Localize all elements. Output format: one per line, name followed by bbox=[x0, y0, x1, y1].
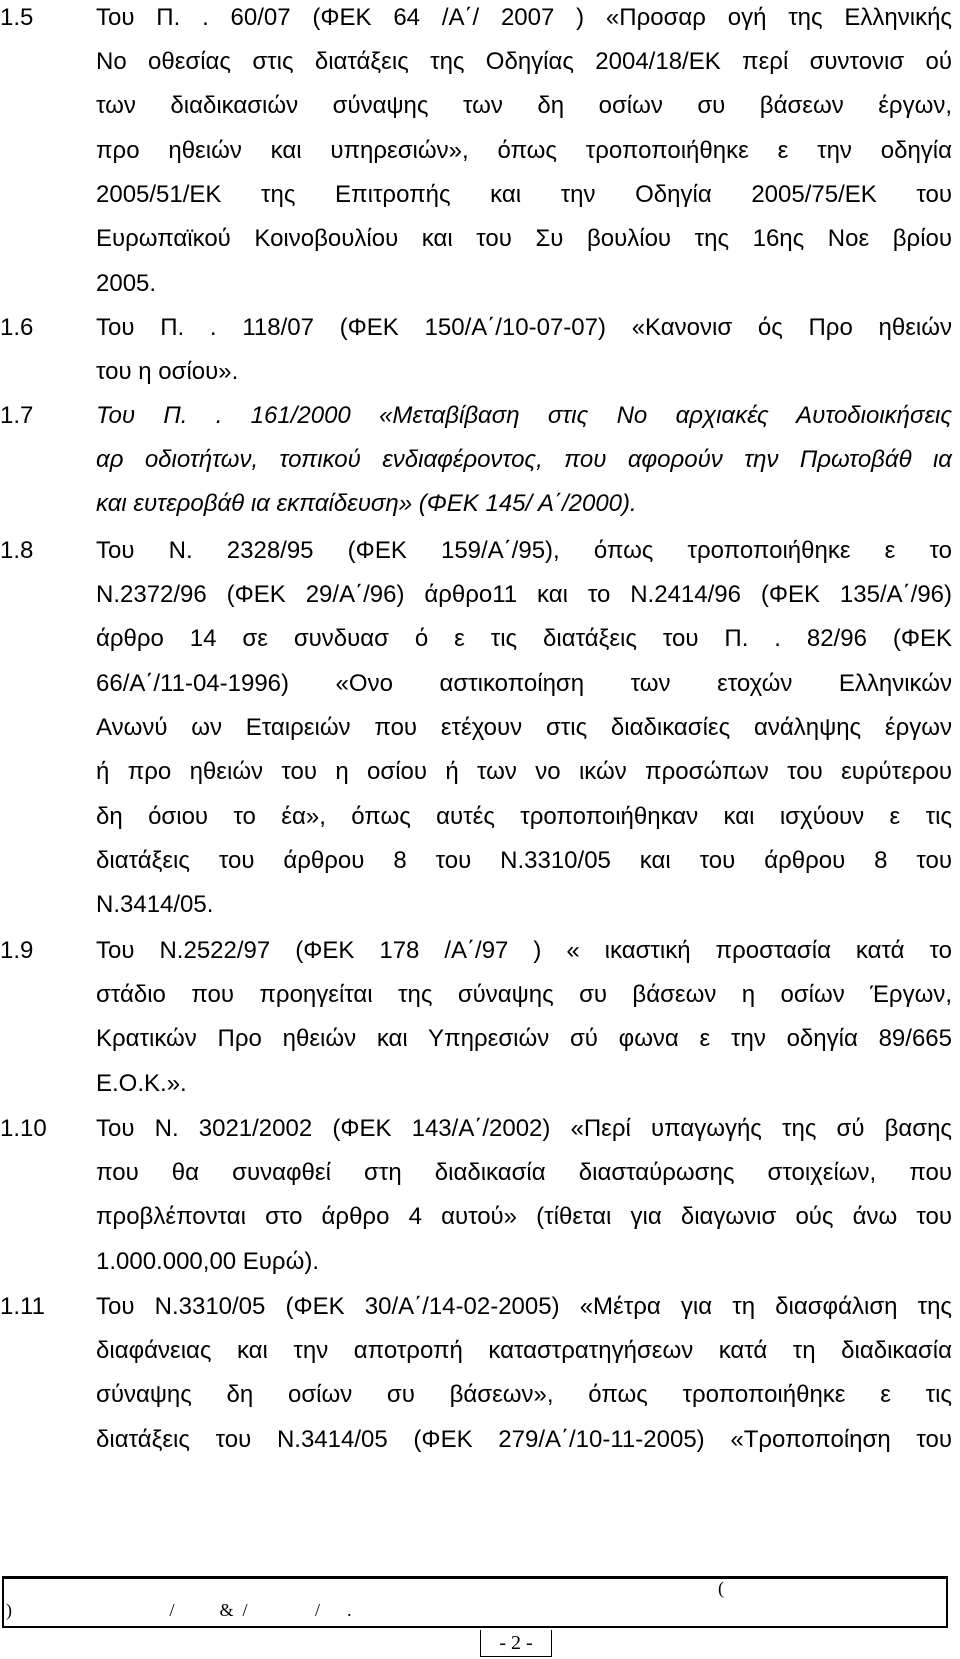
text-line: Του Π. . 60/07 (ΦΕΚ 64 /Α΄/ 2007 ) «Προσαρ ογή της Ελληνικής bbox=[96, 4, 952, 31]
text-line: και ευτεροβάθ ια εκπαίδευση» (ΦΕΚ 145/ Α΄/2000). bbox=[96, 490, 637, 517]
text-line: ή προ ηθειών του η οσίου ή των νο ικών προσώπων του ευρύτερου bbox=[96, 758, 952, 785]
text-line: Ευρωπαϊκού Κοινοβουλίου και του Συ βουλίου της 16ης Νοε βρίου bbox=[96, 225, 952, 252]
footer-divider bbox=[4, 1578, 946, 1579]
text-line: Του Π. . 118/07 (ΦΕΚ 150/Α΄/10-07-07) «Κανονισ ός Προ ηθειών bbox=[96, 314, 952, 341]
text-line: Νο οθεσίας στις διατάξεις της Οδηγίας 2004/18/ΕΚ περί συντονισ ού bbox=[96, 48, 952, 75]
text-line: προ ηθειών και υπηρεσιών», όπως τροποποιήθηκε ε την οδηγία bbox=[96, 137, 952, 164]
text-line: αρ οδιοτήτων, τοπικού ενδιαφέροντος, που αφορούν την Πρωτοβάθ ια bbox=[96, 446, 952, 473]
text-line: Του Ν.3310/05 (ΦΕΚ 30/Α΄/14-02-2005) «Μέτρα για τη διασφάλιση της bbox=[96, 1293, 952, 1320]
text-line: Του Ν. 3021/2002 (ΦΕΚ 143/Α΄/2002) «Περί υπαγωγής της σύ βασης bbox=[96, 1115, 952, 1142]
page-number: - 2 - bbox=[480, 1630, 552, 1657]
text-line: 1.000.000,00 Ευρώ). bbox=[96, 1248, 319, 1275]
text-line: Ανωνύ ων Εταιρειών που ετέχουν στις διαδικασίες ανάληψης έργων bbox=[96, 714, 952, 741]
text-line: Κρατικών Προ ηθειών και Υπηρεσιών σύ φωνα ε την οδηγία 89/665 bbox=[96, 1025, 952, 1052]
item-number: 1.7 bbox=[0, 402, 34, 429]
text-line: στάδιο που προηγείται της σύναψης συ βάσεων η οσίων Έργων, bbox=[96, 981, 952, 1008]
item-number: 1.5 bbox=[0, 4, 34, 31]
item-number: 1.6 bbox=[0, 314, 34, 341]
text-line: 66/Α΄/11-04-1996) «Ονο αστικοποίηση των ετοχών Ελληνικών bbox=[96, 670, 952, 697]
item-number: 1.11 bbox=[0, 1293, 45, 1320]
text-line: 2005/51/ΕΚ της Επιτροπής και την Οδηγία 2005/75/ΕΚ του bbox=[96, 181, 952, 208]
text-line: Ε.Ο.Κ.». bbox=[96, 1070, 187, 1097]
text-line: Ν.3414/05. bbox=[96, 891, 214, 918]
text-line: των διαδικασιών σύναψης των δη οσίων συ βάσεων έργων, bbox=[96, 92, 952, 119]
footer-fragments: ) / & / / . bbox=[6, 1600, 352, 1620]
text-line: προβλέπονται στο άρθρο 4 αυτού» (τίθεται για διαγωνισ ούς άνω του bbox=[96, 1203, 952, 1230]
text-line: Του Ν.2522/97 (ΦΕΚ 178 /Α΄/97 ) « ικαστική προστασία κατά το bbox=[96, 937, 952, 964]
text-line: του η οσίου». bbox=[96, 358, 239, 385]
text-line: διατάξεις του Ν.3414/05 (ΦΕΚ 279/Α΄/10-11-2005) «Τροποποίηση του bbox=[96, 1426, 952, 1453]
text-line: Του Ν. 2328/95 (ΦΕΚ 159/Α΄/95), όπως τροποποιήθηκε ε το bbox=[96, 537, 952, 564]
text-line: δη όσιου το έα», όπως αυτές τροποποιήθηκαν και ισχύουν ε τις bbox=[96, 803, 952, 830]
item-number: 1.10 bbox=[0, 1115, 47, 1142]
text-line: Του Π. . 161/2000 «Μεταβίβαση στις Νο αρχιακές Αυτοδιοικήσεις bbox=[96, 402, 952, 429]
text-line: άρθρο 14 σε συνδυασ ό ε τις διατάξεις του Π. . 82/96 (ΦΕΚ bbox=[96, 625, 952, 652]
item-number: 1.9 bbox=[0, 937, 34, 964]
text-line: διατάξεις του άρθρου 8 του Ν.3310/05 και του άρθρου 8 του bbox=[96, 847, 952, 874]
text-line: Ν.2372/96 (ΦΕΚ 29/Α΄/96) άρθρο11 και το Ν.2414/96 (ΦΕΚ 135/Α΄/96) bbox=[96, 581, 952, 608]
item-number: 1.8 bbox=[0, 537, 34, 564]
text-line: σύναψης δη οσίων συ βάσεων», όπως τροποποιήθηκε ε τις bbox=[96, 1381, 952, 1408]
text-line: διαφάνειας και την αποτροπή καταστρατηγήσεων κατά τη διαδικασία bbox=[96, 1337, 952, 1364]
footer-paren: ( bbox=[718, 1578, 724, 1598]
text-line: 2005. bbox=[96, 270, 157, 297]
text-line: που θα συναφθεί στη διαδικασία διασταύρωσης στοιχείων, που bbox=[96, 1159, 952, 1186]
